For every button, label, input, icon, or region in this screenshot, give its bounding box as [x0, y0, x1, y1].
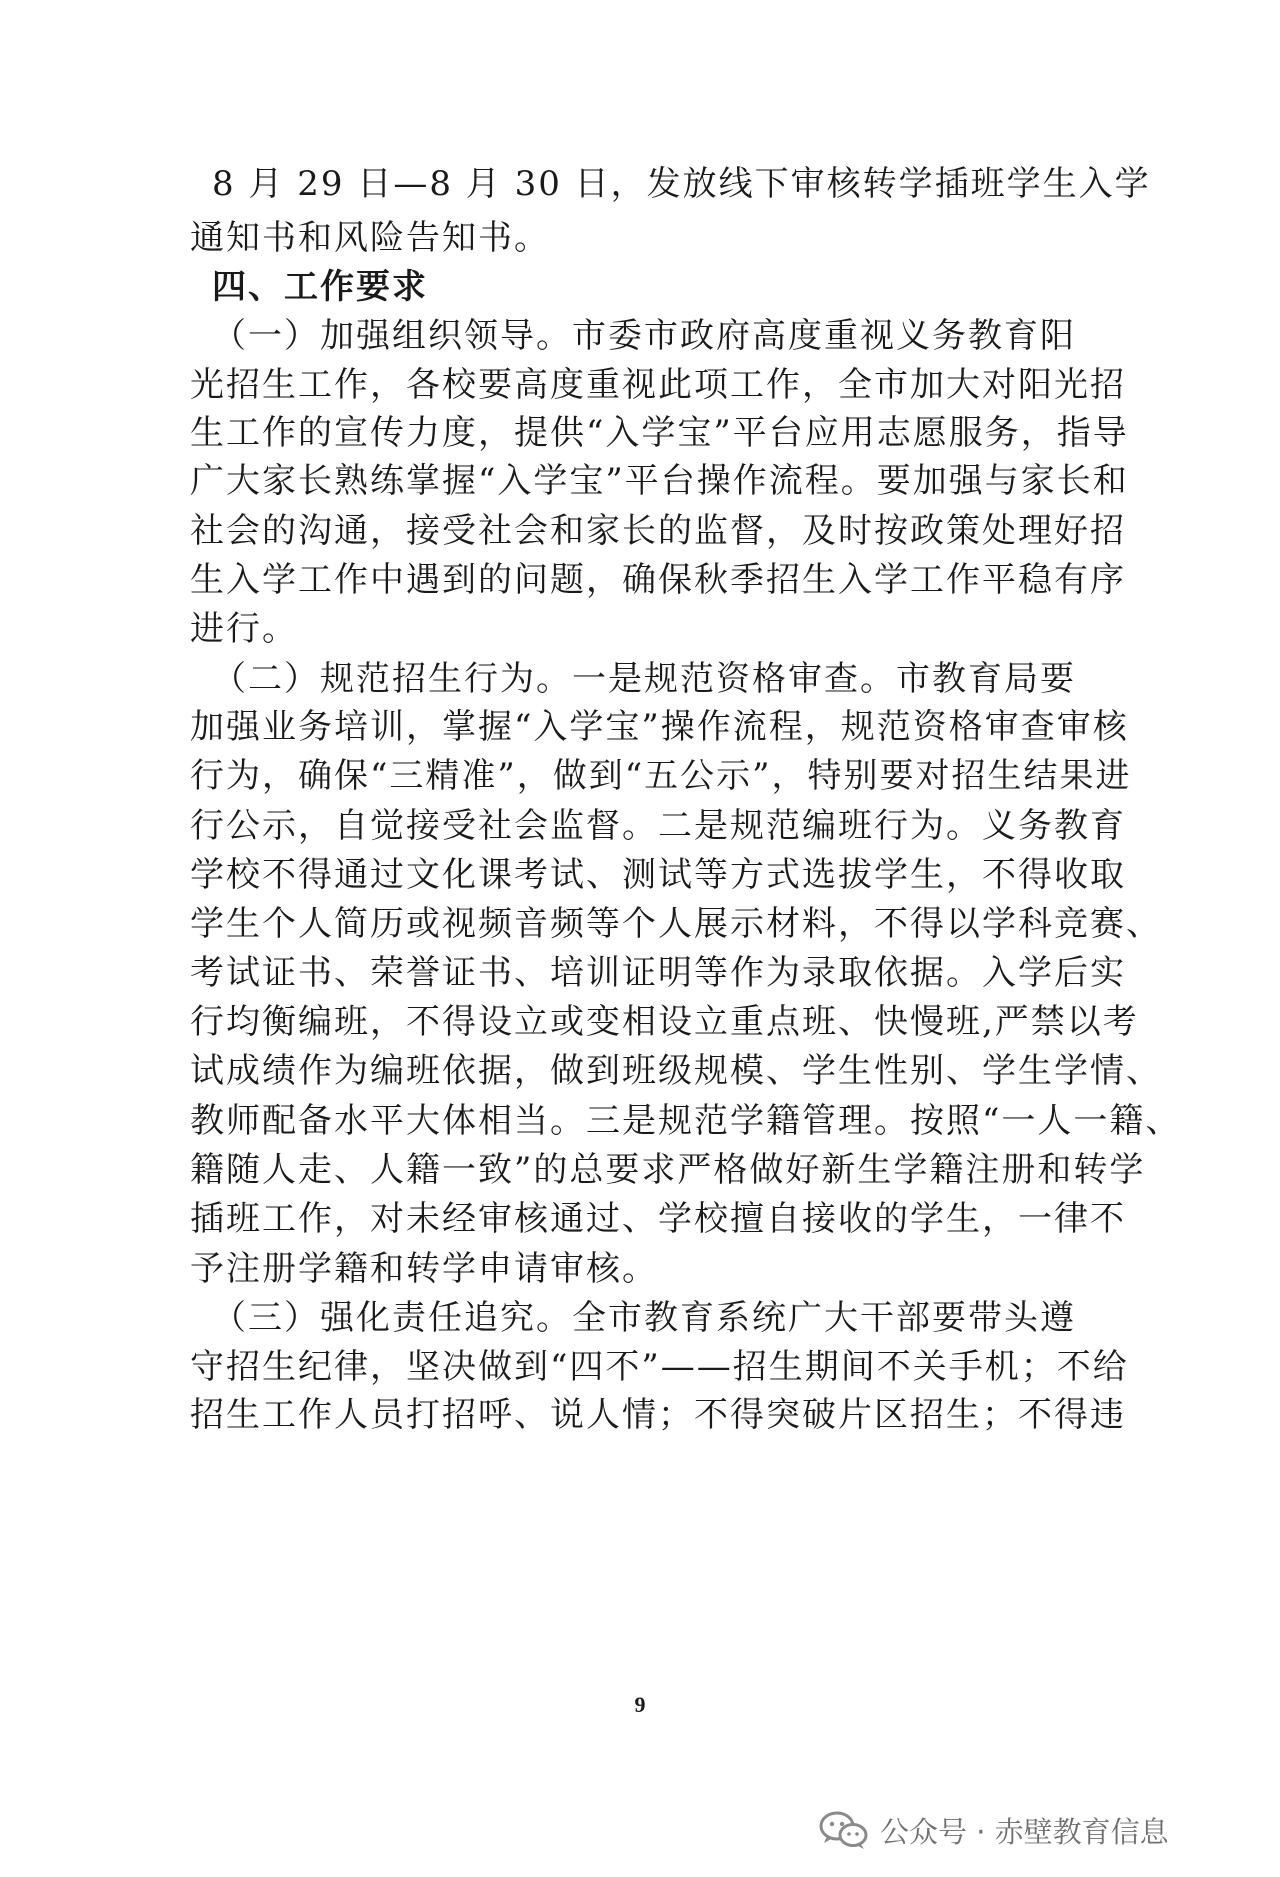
- text-line: 行为，确保“三精准”，做到“五公示”，特别要对招生结果进: [190, 756, 1132, 796]
- text-line: 光招生工作，各校要高度重视此项工作，全市加大对阳光招: [190, 365, 1126, 405]
- text-line: 生入学工作中遇到的问题，确保秋季招生入学工作平稳有序: [190, 560, 1126, 600]
- text-line: 予注册学籍和转学申请审核。: [190, 1249, 658, 1289]
- text-line: 试成绩作为编班依据，做到班级规模、学生性别、学生学情、: [190, 1051, 1162, 1091]
- text-line: （一）加强组织领导。市委市政府高度重视义务教育阳: [212, 316, 1076, 356]
- text-line: 插班工作，对未经审核通过、学校擅自接收的学生，一律不: [190, 1199, 1126, 1239]
- text-line: 进行。: [190, 609, 298, 649]
- text-line: （三）强化责任追究。全市教育系统广大干部要带头遵: [212, 1298, 1076, 1338]
- watermark-text: 公众号 · 赤壁教育信息: [880, 1814, 1169, 1849]
- text-line: 学生个人简历或视频音频等个人展示材料，不得以学科竞赛、: [190, 904, 1162, 944]
- text-line: 考试证书、荣誉证书、培训证明等作为录取依据。入学后实: [190, 953, 1126, 993]
- text-line: 社会的沟通，接受社会和家长的监督，及时按政策处理好招: [190, 511, 1126, 551]
- text-line: 8 月 29 日—8 月 30 日，发放线下审核转学插班学生入学: [212, 164, 1151, 204]
- text-line: （二）规范招生行为。一是规范资格审查。市教育局要: [212, 659, 1076, 699]
- section-heading: 四、工作要求: [212, 267, 428, 307]
- text-line: 招生工作人员打招呼、说人情；不得突破片区招生；不得违: [190, 1395, 1126, 1435]
- text-line: 籍随人走、人籍一致”的总要求严格做好新生学籍注册和转学: [190, 1150, 1146, 1190]
- text-line: 生工作的宣传力度，提供“入学宝”平台应用志愿服务，指导: [190, 413, 1129, 453]
- text-line: 加强业务培训，掌握“入学宝”操作流程，规范资格审查审核: [190, 707, 1129, 747]
- text-line: 广大家长熟练掌握“入学宝”平台操作流程。要加强与家长和: [190, 461, 1129, 501]
- text-line: 学校不得通过文化课考试、测试等方式选拔学生，不得收取: [190, 855, 1126, 895]
- text-line: 守招生纪律，坚决做到“四不”——招生期间不关手机；不给: [190, 1347, 1129, 1387]
- text-line: 行均衡编班，不得设立或变相设立重点班、快慢班,严禁以考: [190, 1002, 1139, 1042]
- text-line: 通知书和风险告知书。: [190, 218, 550, 258]
- watermark: [818, 1805, 1169, 1855]
- page-number: 9: [634, 1692, 646, 1717]
- text-line: 行公示，自觉接受社会监督。二是规范编班行为。义务教育: [190, 806, 1126, 846]
- wechat-icon: [818, 1809, 870, 1851]
- text-line: 教师配备水平大体相当。三是规范学籍管理。按照“一人一籍、: [190, 1101, 1182, 1141]
